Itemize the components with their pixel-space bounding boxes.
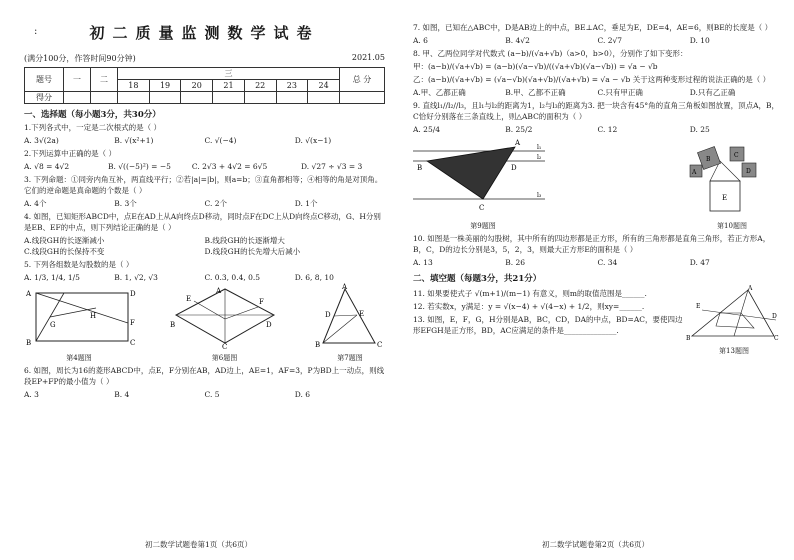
q7-option-a: A. 6: [413, 36, 428, 45]
q1-option-a: A. 3√(2a): [24, 136, 59, 145]
svg-text:D: D: [265, 321, 272, 329]
figure-13: [686, 286, 782, 356]
question-11: 11. 如果要使式子 √(m+1)/(m−1) 有意义，则m的取值范围是______.: [413, 289, 647, 298]
q7-option-b: B. 4√2: [505, 36, 530, 45]
figures-row: [24, 285, 385, 363]
q5-option-c: C. 0.3, 0.4, 0.5: [204, 273, 261, 282]
score-cell[interactable]: [308, 92, 340, 104]
figure-7: [315, 285, 385, 363]
figure-7-diagram: [315, 285, 385, 349]
question-10: 10. 如图是一株美丽的勾股树，其中所有的四边形都是正方形，所有的三角形都是直角三角形，若正方形A，B，C，D的边长分别是3，5，2，3，则最大正方形E的面积是（ ）: [413, 234, 771, 254]
svg-text:H: H: [90, 312, 97, 320]
q2-options: [24, 161, 385, 172]
svg-text:C: C: [221, 343, 227, 351]
q7-options: [413, 35, 782, 46]
q10-option-c: C. 34: [597, 258, 618, 267]
q4-option-b: B.线段GH的长逐渐增大: [204, 236, 285, 245]
svg-text:D: D: [130, 290, 136, 298]
score-cell[interactable]: [64, 92, 91, 104]
question-7: 7. 如图，已知在△ABC中，D是AB边上的中点，BE⊥AC，垂足为E，DE=4，AE=6，则BE的长度是（ ）: [413, 23, 773, 32]
page-footer-left: 初二数学试题卷第1页（共6页）: [144, 540, 253, 549]
row-score-label: 得分: [25, 92, 64, 104]
svg-text:A: A: [515, 139, 521, 147]
q8-option-b: B.甲、乙都不正确: [505, 88, 566, 97]
q2-option-d: D. √27 ÷ √3 = 3: [301, 162, 363, 171]
svg-text:l₁: l₁: [537, 144, 542, 151]
svg-text:A: A: [692, 169, 697, 176]
svg-text:D: D: [325, 311, 331, 319]
svg-text:D: D: [746, 168, 751, 175]
svg-text:C: C: [130, 339, 136, 347]
score-cell[interactable]: [276, 92, 308, 104]
figure-10-caption: 第10题图: [717, 222, 747, 230]
q3-options: [24, 198, 385, 209]
score-cell[interactable]: [149, 92, 181, 104]
q6-option-d: D. 6: [294, 390, 311, 399]
svg-text:F: F: [130, 319, 135, 327]
q6-options: [24, 389, 385, 400]
q9-options: [413, 124, 782, 135]
q9-option-d: D. 25: [689, 125, 710, 134]
q3-option-c: C. 2个: [204, 199, 228, 208]
figure-9-caption: 第9题图: [470, 222, 496, 230]
figure-13-diagram: [686, 286, 782, 342]
q1-options: [24, 135, 385, 146]
svg-text:E: E: [185, 295, 191, 303]
question-8: 8. 甲、乙两位同学对代数式 (a−b)/(√a+√b)（a>0，b>0），分别作了如下变形：: [413, 49, 688, 58]
svg-text:C: C: [734, 152, 739, 159]
score-cell[interactable]: [91, 92, 118, 104]
q11-q13-text: [413, 286, 686, 356]
figure-9-diagram: [413, 137, 553, 217]
header-total: 总 分: [340, 68, 385, 92]
score-cell[interactable]: [118, 92, 150, 104]
question-3: 3. 下列命题：①同旁内角互补，两直线平行；②若|a|=|b|，则a=b；③直角都相等；④相等的角是对顶角。它们的逆命题是真命题的个数是（ ）: [24, 175, 383, 195]
header-q19: 19: [149, 80, 181, 92]
svg-text:C: C: [774, 335, 779, 342]
question-4: 4. 如图，已知矩形ABCD中，点E在AD上从A向终点D移动，同时点F在DC上从D向终点C移动，G、H分别是EB、EF的中点，则下列结论正确的是（ ）: [24, 212, 381, 232]
page-footer-right: 初二数学试题卷第2页（共6页）: [541, 540, 650, 549]
q8-option-a: A.甲、乙都正确: [413, 88, 466, 97]
q4-options-row2: [24, 246, 385, 257]
q4-options-row1: [24, 235, 385, 246]
exam-info: (满分100分，作答时间90分钟): [24, 54, 136, 63]
margin-mark: :: [34, 26, 38, 37]
q8-option-c: C.只有甲正确: [597, 88, 643, 97]
svg-text:B: B: [686, 335, 691, 342]
q4-option-a: A.线段GH的长逐渐减小: [24, 236, 105, 245]
q7-option-c: C. 2√7: [597, 36, 623, 45]
svg-text:B: B: [417, 164, 423, 172]
svg-text:l₂: l₂: [537, 154, 542, 161]
figure-6-diagram: [170, 285, 280, 349]
figure-10-diagram: [682, 137, 782, 217]
q6-option-c: C. 5: [204, 390, 220, 399]
q5-option-a: A. 1/3, 1/4, 1/5: [24, 273, 80, 282]
question-1: 1.下列各式中，一定是二次根式的是（ ）: [24, 123, 162, 132]
svg-text:E: E: [696, 303, 701, 310]
q8-yi: 乙：(a−b)/(√a+√b) = (√a−√b)(√a+√b)/(√a+√b) = √a − √b 关于这两种变形过程的说法正确的是（ ）: [413, 75, 771, 84]
svg-text:B: B: [315, 341, 321, 349]
section-choice: 一、选择题（每小题3分，共30分）: [24, 110, 161, 120]
header-part-3: 三: [118, 68, 340, 80]
q9-option-b: B. 25/2: [505, 125, 533, 134]
svg-text:A: A: [342, 283, 348, 291]
figure-6-caption: 第6题图: [211, 354, 238, 362]
exam-date: 2021.05: [351, 53, 385, 62]
svg-text:A: A: [748, 285, 753, 292]
header-part-2: 二: [91, 68, 118, 92]
q3-option-b: B. 3个: [114, 199, 137, 208]
header-q18: 18: [118, 80, 150, 92]
question-13: 13. 如图，E，F，G，H分别是AB，BC，CD，DA的中点，BD=AC，要使四边形EFGH是正方形，BD，AC应满足的条件是______________.: [413, 315, 683, 335]
q7-option-d: D. 10: [689, 36, 710, 45]
q4-option-d: D.线段GH的长先增大后减小: [204, 247, 301, 256]
q3-option-a: A. 4个: [24, 199, 47, 208]
score-cell[interactable]: [213, 92, 245, 104]
question-6: 6. 如图，周长为16的菱形ABCD中，点E，F分别在AB，AD边上，AE=1，AF=3，P为BD上一动点，则线段EP+FP的最小值为（ ）: [24, 366, 385, 386]
svg-text:l₃: l₃: [537, 192, 542, 199]
svg-text:B: B: [706, 156, 711, 163]
q2-option-c: C. 2√3 + 4√2 = 6√5: [191, 162, 268, 171]
svg-text:C: C: [377, 341, 383, 349]
score-cell[interactable]: [244, 92, 276, 104]
q8-options: [413, 87, 782, 98]
figure-4-diagram: [24, 285, 134, 349]
header-q22: 22: [244, 80, 276, 92]
exam-meta: [24, 53, 385, 64]
q8-option-d: D.只有乙正确: [689, 88, 736, 97]
q11-q13-block: [413, 286, 782, 356]
figures-row-right: [413, 137, 782, 231]
exam-title: 初二质量监测数学试卷: [89, 24, 320, 42]
figure-7-caption: 第7题图: [337, 354, 363, 362]
header-q23: 23: [276, 80, 308, 92]
svg-text:A: A: [215, 287, 221, 295]
header-q24: 24: [308, 80, 340, 92]
q1-option-d: D. √(x−1): [294, 136, 332, 145]
right-page: [397, 0, 794, 560]
question-2: 2.下列运算中正确的是（ ）: [24, 149, 117, 158]
q8-jia: 甲：(a−b)/(√a+√b) = (a−b)(√a−√b)/((√a+√b)(√a−√b)) = √a − √b: [413, 62, 658, 71]
q1-option-b: B. √(x²+1): [114, 136, 154, 145]
figure-10: [682, 137, 782, 231]
score-table: [24, 67, 385, 104]
figure-9: [413, 137, 553, 231]
question-12: 12. 若实数x，y满足：y = √(x−4) + √(4−x) + 1/2，则xy=______.: [413, 302, 645, 311]
q2-option-a: A. √8 = 4√2: [24, 162, 70, 171]
score-cell[interactable]: [340, 92, 385, 104]
svg-text:F: F: [258, 298, 264, 306]
q9-option-a: A. 25/4: [413, 125, 441, 134]
svg-text:A: A: [26, 290, 32, 298]
q5-option-b: B. 1, √2, √3: [114, 273, 158, 282]
figure-4-caption: 第4题图: [66, 354, 92, 362]
score-cell[interactable]: [181, 92, 213, 104]
header-q20: 20: [181, 80, 213, 92]
figure-13-caption: 第13题图: [719, 347, 749, 355]
section-fill-blank: 二、填空题（每题3分，共21分）: [413, 274, 542, 284]
svg-text:G: G: [50, 321, 56, 329]
q6-option-b: B. 4: [114, 390, 130, 399]
q5-option-d: D. 6, 8, 10: [294, 273, 334, 282]
header-q21: 21: [213, 80, 245, 92]
svg-text:E: E: [722, 194, 728, 202]
q10-options: [413, 257, 782, 268]
q2-option-b: B. √((−5)²) = −5: [107, 162, 171, 171]
svg-text:D: D: [511, 164, 517, 172]
svg-text:D: D: [772, 313, 777, 320]
figure-4: [24, 285, 134, 363]
svg-text:E: E: [359, 310, 365, 318]
q10-option-a: A. 13: [413, 258, 433, 267]
q10-option-b: B. 26: [505, 258, 526, 267]
question-9: 9. 直线l₁//l₂//l₃，且l₁与l₂的距离为1，l₂与l₃的距离为3. 把一块含有45°角的直角三角板如图放置，顶点A，B，C恰好分别落在三条直线上，则△ABC的面积为（ ）: [413, 101, 780, 121]
q9-option-c: C. 12: [597, 125, 618, 134]
q5-options: [24, 272, 385, 283]
svg-text:B: B: [169, 321, 175, 329]
question-5: 5. 下列各组数是勾股数的是（ ）: [24, 260, 134, 269]
header-part-1: 一: [64, 68, 91, 92]
q1-option-c: C. √(−4): [204, 136, 237, 145]
figure-6: [170, 285, 280, 363]
q6-option-a: A. 3: [24, 390, 39, 399]
svg-text:C: C: [479, 204, 485, 212]
q3-option-d: D. 1个: [294, 199, 318, 208]
q10-option-d: D. 47: [689, 258, 710, 267]
header-question-no: 题号: [25, 68, 64, 92]
q4-option-c: C.线段GH的长保持不变: [24, 247, 105, 256]
svg-text:B: B: [26, 339, 32, 347]
